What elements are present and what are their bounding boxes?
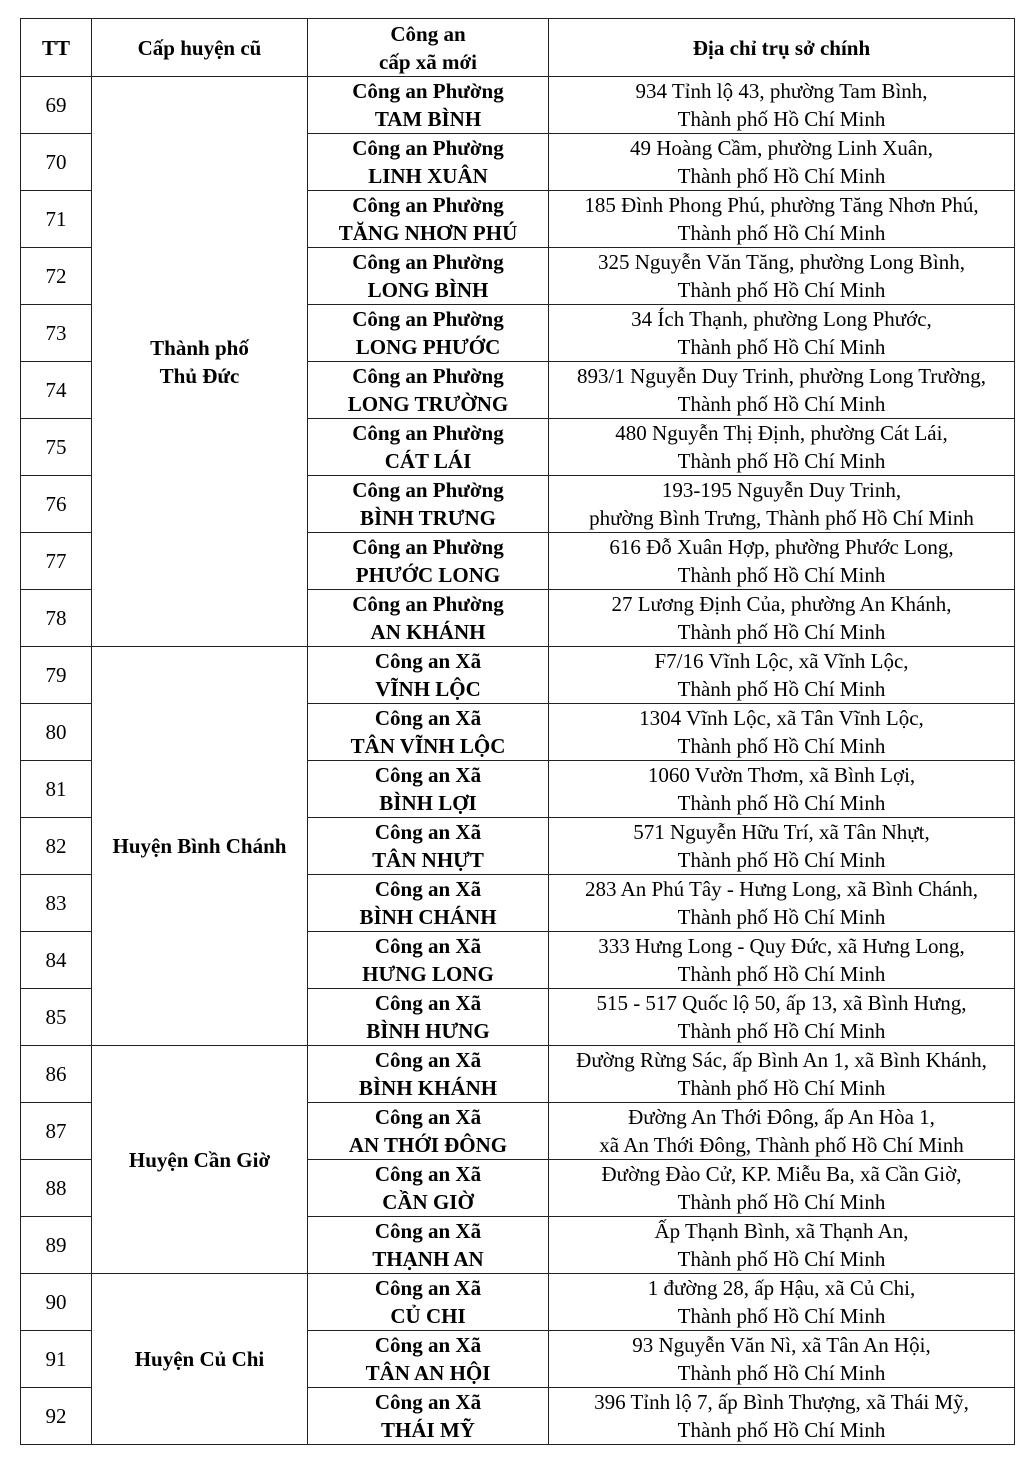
address-line1: 1304 Vĩnh Lộc, xã Tân Vĩnh Lộc, bbox=[639, 706, 924, 730]
address-line1: 1060 Vườn Thơm, xã Bình Lợi, bbox=[647, 763, 916, 787]
row-number: 83 bbox=[21, 875, 92, 932]
new-commune-police-cell bbox=[308, 932, 549, 989]
row-number: 81 bbox=[21, 761, 92, 818]
old-district-cell bbox=[92, 647, 308, 1046]
row-number: 80 bbox=[21, 704, 92, 761]
commune-police-type: Công an Xã bbox=[374, 1105, 482, 1129]
old-district-cell bbox=[92, 77, 308, 647]
address-line1: Đường Rừng Sác, ấp Bình An 1, xã Bình Khánh, bbox=[576, 1048, 987, 1072]
commune-police-type: Công an Xã bbox=[374, 763, 482, 787]
address-line2: Thành phố Hồ Chí Minh bbox=[677, 1304, 886, 1328]
commune-police-type: Công an Xã bbox=[374, 1219, 482, 1243]
address-cell bbox=[549, 761, 1015, 818]
address-cell bbox=[549, 875, 1015, 932]
header-new-commune-line2: cấp xã mới bbox=[379, 49, 477, 74]
address-line2: Thành phố Hồ Chí Minh bbox=[677, 1076, 886, 1100]
commune-police-name: TÂN AN HỘI bbox=[365, 1361, 491, 1385]
old-district-cell bbox=[92, 1274, 308, 1445]
address-line1: 333 Hưng Long - Quy Đức, xã Hưng Long, bbox=[598, 934, 965, 958]
commune-police-type: Công an Xã bbox=[374, 649, 482, 673]
commune-police-name: CỦ CHI bbox=[390, 1304, 466, 1328]
table-row bbox=[21, 77, 1015, 134]
address-line2: Thành phố Hồ Chí Minh bbox=[677, 734, 886, 758]
address-line2: Thành phố Hồ Chí Minh bbox=[677, 449, 886, 473]
row-number: 88 bbox=[21, 1160, 92, 1217]
table-row bbox=[21, 1046, 1015, 1103]
address-line2: Thành phố Hồ Chí Minh bbox=[677, 620, 886, 644]
address-line2: Thành phố Hồ Chí Minh bbox=[677, 221, 886, 245]
commune-police-type: Công an Xã bbox=[374, 1162, 482, 1186]
commune-police-name: BÌNH TRƯNG bbox=[360, 506, 496, 530]
old-district-line1: Thành phố bbox=[150, 335, 249, 360]
row-number: 78 bbox=[21, 590, 92, 647]
address-line2: Thành phố Hồ Chí Minh bbox=[677, 1247, 886, 1271]
address-line1: 934 Tỉnh lộ 43, phường Tam Bình, bbox=[635, 79, 928, 103]
address-cell bbox=[549, 248, 1015, 305]
table-row bbox=[21, 1274, 1015, 1331]
address-line1: Đường An Thới Đông, ấp An Hòa 1, bbox=[628, 1105, 935, 1129]
header-tt: TT bbox=[21, 19, 92, 77]
table-row bbox=[21, 647, 1015, 704]
header-new-commune-police bbox=[308, 19, 549, 77]
new-commune-police-cell bbox=[308, 761, 549, 818]
old-district-line1: Huyện Bình Chánh bbox=[112, 834, 287, 858]
commune-police-name: CÁT LÁI bbox=[384, 449, 472, 473]
address-line1: 49 Hoàng Cầm, phường Linh Xuân, bbox=[629, 136, 934, 160]
address-line1: 480 Nguyễn Thị Định, phường Cát Lái, bbox=[615, 421, 948, 445]
commune-police-name: TAM BÌNH bbox=[374, 107, 482, 131]
address-cell bbox=[549, 1103, 1015, 1160]
new-commune-police-cell bbox=[308, 647, 549, 704]
address-line2: Thành phố Hồ Chí Minh bbox=[677, 677, 886, 701]
commune-police-type: Công an Xã bbox=[374, 934, 482, 958]
row-number: 72 bbox=[21, 248, 92, 305]
row-number: 75 bbox=[21, 419, 92, 476]
header-old-district: Cấp huyện cũ bbox=[92, 19, 308, 77]
commune-police-name: AN THỚI ĐÔNG bbox=[348, 1133, 508, 1157]
commune-police-name: LONG PHƯỚC bbox=[355, 335, 501, 359]
row-number: 70 bbox=[21, 134, 92, 191]
address-line1: 616 Đỗ Xuân Hợp, phường Phước Long, bbox=[609, 535, 954, 559]
address-cell bbox=[549, 419, 1015, 476]
address-line2: Thành phố Hồ Chí Minh bbox=[677, 392, 886, 416]
commune-police-type: Công an Phường bbox=[352, 478, 504, 502]
new-commune-police-cell bbox=[308, 248, 549, 305]
address-line1: 571 Nguyễn Hữu Trí, xã Tân Nhựt, bbox=[633, 820, 930, 844]
address-cell bbox=[549, 704, 1015, 761]
commune-police-type: Công an Phường bbox=[352, 421, 504, 445]
row-number: 92 bbox=[21, 1388, 92, 1445]
commune-police-type: Công an Phường bbox=[352, 193, 504, 217]
new-commune-police-cell bbox=[308, 1046, 549, 1103]
address-line1: 193-195 Nguyễn Duy Trinh, bbox=[661, 478, 902, 502]
address-line2: Thành phố Hồ Chí Minh bbox=[677, 1190, 886, 1214]
row-number: 82 bbox=[21, 818, 92, 875]
address-cell bbox=[549, 1160, 1015, 1217]
row-number: 76 bbox=[21, 476, 92, 533]
address-cell bbox=[549, 533, 1015, 590]
commune-police-name: LONG TRƯỜNG bbox=[347, 392, 509, 416]
commune-police-name: LINH XUÂN bbox=[368, 164, 488, 188]
address-cell bbox=[549, 1331, 1015, 1388]
commune-police-type: Công an Xã bbox=[374, 706, 482, 730]
address-cell bbox=[549, 134, 1015, 191]
new-commune-police-cell bbox=[308, 1388, 549, 1445]
commune-police-type: Công an Xã bbox=[374, 877, 482, 901]
commune-police-name: HƯNG LONG bbox=[362, 962, 494, 986]
old-district-line2: Thủ Đức bbox=[159, 363, 240, 388]
row-number: 84 bbox=[21, 932, 92, 989]
old-district-cell bbox=[92, 1046, 308, 1274]
new-commune-police-cell bbox=[308, 476, 549, 533]
commune-police-type: Công an Phường bbox=[352, 364, 504, 388]
new-commune-police-cell bbox=[308, 191, 549, 248]
address-cell bbox=[549, 476, 1015, 533]
address-line1: 893/1 Nguyễn Duy Trinh, phường Long Trường, bbox=[576, 364, 987, 388]
commune-police-type: Công an Xã bbox=[374, 991, 482, 1015]
address-cell bbox=[549, 191, 1015, 248]
police-address-table bbox=[20, 18, 1015, 1445]
row-number: 91 bbox=[21, 1331, 92, 1388]
new-commune-police-cell bbox=[308, 818, 549, 875]
new-commune-police-cell bbox=[308, 419, 549, 476]
address-line2: Thành phố Hồ Chí Minh bbox=[677, 563, 886, 587]
address-cell bbox=[549, 1046, 1015, 1103]
address-line1: 185 Đình Phong Phú, phường Tăng Nhơn Phú, bbox=[584, 193, 979, 217]
new-commune-police-cell bbox=[308, 305, 549, 362]
old-district-line1: Huyện Cần Giờ bbox=[128, 1147, 271, 1172]
address-line2: phường Bình Trưng, Thành phố Hồ Chí Minh bbox=[589, 506, 974, 530]
address-line1: 93 Nguyễn Văn Nì, xã Tân An Hội, bbox=[632, 1333, 931, 1357]
address-line1: F7/16 Vĩnh Lộc, xã Vĩnh Lộc, bbox=[654, 649, 909, 673]
new-commune-police-cell bbox=[308, 1217, 549, 1274]
new-commune-police-cell bbox=[308, 989, 549, 1046]
commune-police-type: Công an Xã bbox=[374, 1276, 482, 1300]
commune-police-type: Công an Xã bbox=[374, 1333, 482, 1357]
new-commune-police-cell bbox=[308, 362, 549, 419]
row-number: 77 bbox=[21, 533, 92, 590]
commune-police-name: THẠNH AN bbox=[372, 1247, 484, 1271]
commune-police-type: Công an Xã bbox=[374, 820, 482, 844]
row-number: 85 bbox=[21, 989, 92, 1046]
new-commune-police-cell bbox=[308, 533, 549, 590]
address-line2: Thành phố Hồ Chí Minh bbox=[677, 1361, 886, 1385]
new-commune-police-cell bbox=[308, 77, 549, 134]
address-cell bbox=[549, 77, 1015, 134]
commune-police-type: Công an Xã bbox=[374, 1390, 482, 1414]
new-commune-police-cell bbox=[308, 134, 549, 191]
commune-police-name: VĨNH LỘC bbox=[375, 677, 481, 701]
old-district-line1: Huyện Củ Chi bbox=[134, 1347, 265, 1371]
address-line2: Thành phố Hồ Chí Minh bbox=[677, 335, 886, 359]
address-line1: 1 đường 28, ấp Hậu, xã Củ Chi, bbox=[647, 1276, 916, 1300]
new-commune-police-cell bbox=[308, 1103, 549, 1160]
address-line1: Đường Đào Cử, KP. Miễu Ba, xã Cần Giờ, bbox=[601, 1162, 962, 1186]
commune-police-type: Công an Phường bbox=[352, 535, 504, 559]
address-line2: Thành phố Hồ Chí Minh bbox=[677, 905, 886, 929]
address-line1: 27 Lương Định Của, phường An Khánh, bbox=[611, 592, 952, 616]
row-number: 90 bbox=[21, 1274, 92, 1331]
new-commune-police-cell bbox=[308, 590, 549, 647]
row-number: 71 bbox=[21, 191, 92, 248]
commune-police-type: Công an Phường bbox=[352, 136, 504, 160]
commune-police-name: TÂN NHỰT bbox=[372, 848, 484, 872]
row-number: 69 bbox=[21, 77, 92, 134]
new-commune-police-cell bbox=[308, 1160, 549, 1217]
address-line1: 283 An Phú Tây - Hưng Long, xã Bình Chánh, bbox=[584, 877, 979, 901]
commune-police-type: Công an Xã bbox=[374, 1048, 482, 1072]
commune-police-name: LONG BÌNH bbox=[367, 278, 489, 302]
row-number: 86 bbox=[21, 1046, 92, 1103]
new-commune-police-cell bbox=[308, 1274, 549, 1331]
address-cell bbox=[549, 362, 1015, 419]
address-line2: Thành phố Hồ Chí Minh bbox=[677, 962, 886, 986]
row-number: 87 bbox=[21, 1103, 92, 1160]
commune-police-name: TÂN VĨNH LỘC bbox=[350, 734, 506, 758]
commune-police-name: BÌNH KHÁNH bbox=[358, 1076, 498, 1100]
new-commune-police-cell bbox=[308, 704, 549, 761]
address-line1: 396 Tỉnh lộ 7, ấp Bình Thượng, xã Thái Mỹ, bbox=[594, 1390, 969, 1414]
address-cell bbox=[549, 1388, 1015, 1445]
commune-police-name: AN KHÁNH bbox=[370, 620, 486, 644]
header-new-commune-line1: Công an bbox=[390, 21, 466, 46]
commune-police-name: BÌNH HƯNG bbox=[366, 1019, 490, 1043]
new-commune-police-cell bbox=[308, 1331, 549, 1388]
commune-police-name: THÁI MỸ bbox=[381, 1418, 475, 1442]
address-line2: Thành phố Hồ Chí Minh bbox=[677, 278, 886, 302]
commune-police-name: BÌNH LỢI bbox=[379, 791, 477, 815]
new-commune-police-cell bbox=[308, 875, 549, 932]
commune-police-name: TĂNG NHƠN PHÚ bbox=[338, 221, 518, 245]
address-cell bbox=[549, 1274, 1015, 1331]
address-cell bbox=[549, 590, 1015, 647]
address-cell bbox=[549, 1217, 1015, 1274]
address-cell bbox=[549, 932, 1015, 989]
address-cell bbox=[549, 647, 1015, 704]
table-header-row bbox=[21, 19, 1015, 77]
address-line2: Thành phố Hồ Chí Minh bbox=[677, 848, 886, 872]
commune-police-type: Công an Phường bbox=[352, 592, 504, 616]
address-line2: Thành phố Hồ Chí Minh bbox=[677, 164, 886, 188]
commune-police-name: BÌNH CHÁNH bbox=[359, 905, 497, 929]
address-line2: Thành phố Hồ Chí Minh bbox=[677, 1418, 886, 1442]
row-number: 73 bbox=[21, 305, 92, 362]
commune-police-name: CẦN GIỜ bbox=[382, 1190, 474, 1214]
address-line2: xã An Thới Đông, Thành phố Hồ Chí Minh bbox=[599, 1133, 964, 1157]
row-number: 74 bbox=[21, 362, 92, 419]
address-cell bbox=[549, 818, 1015, 875]
commune-police-type: Công an Phường bbox=[352, 79, 504, 103]
address-cell bbox=[549, 989, 1015, 1046]
address-line2: Thành phố Hồ Chí Minh bbox=[677, 107, 886, 131]
address-line1: 325 Nguyễn Văn Tăng, phường Long Bình, bbox=[597, 250, 966, 274]
commune-police-type: Công an Phường bbox=[352, 250, 504, 274]
address-line1: Ấp Thạnh Bình, xã Thạnh An, bbox=[654, 1219, 909, 1243]
address-cell bbox=[549, 305, 1015, 362]
row-number: 89 bbox=[21, 1217, 92, 1274]
address-line2: Thành phố Hồ Chí Minh bbox=[677, 1019, 886, 1043]
address-line2: Thành phố Hồ Chí Minh bbox=[677, 791, 886, 815]
header-address: Địa chỉ trụ sở chính bbox=[549, 19, 1015, 77]
commune-police-type: Công an Phường bbox=[352, 307, 504, 331]
commune-police-name: PHƯỚC LONG bbox=[355, 563, 501, 587]
address-line1: 34 Ích Thạnh, phường Long Phước, bbox=[631, 307, 932, 331]
address-line1: 515 - 517 Quốc lộ 50, ấp 13, xã Bình Hưng, bbox=[596, 991, 967, 1015]
row-number: 79 bbox=[21, 647, 92, 704]
